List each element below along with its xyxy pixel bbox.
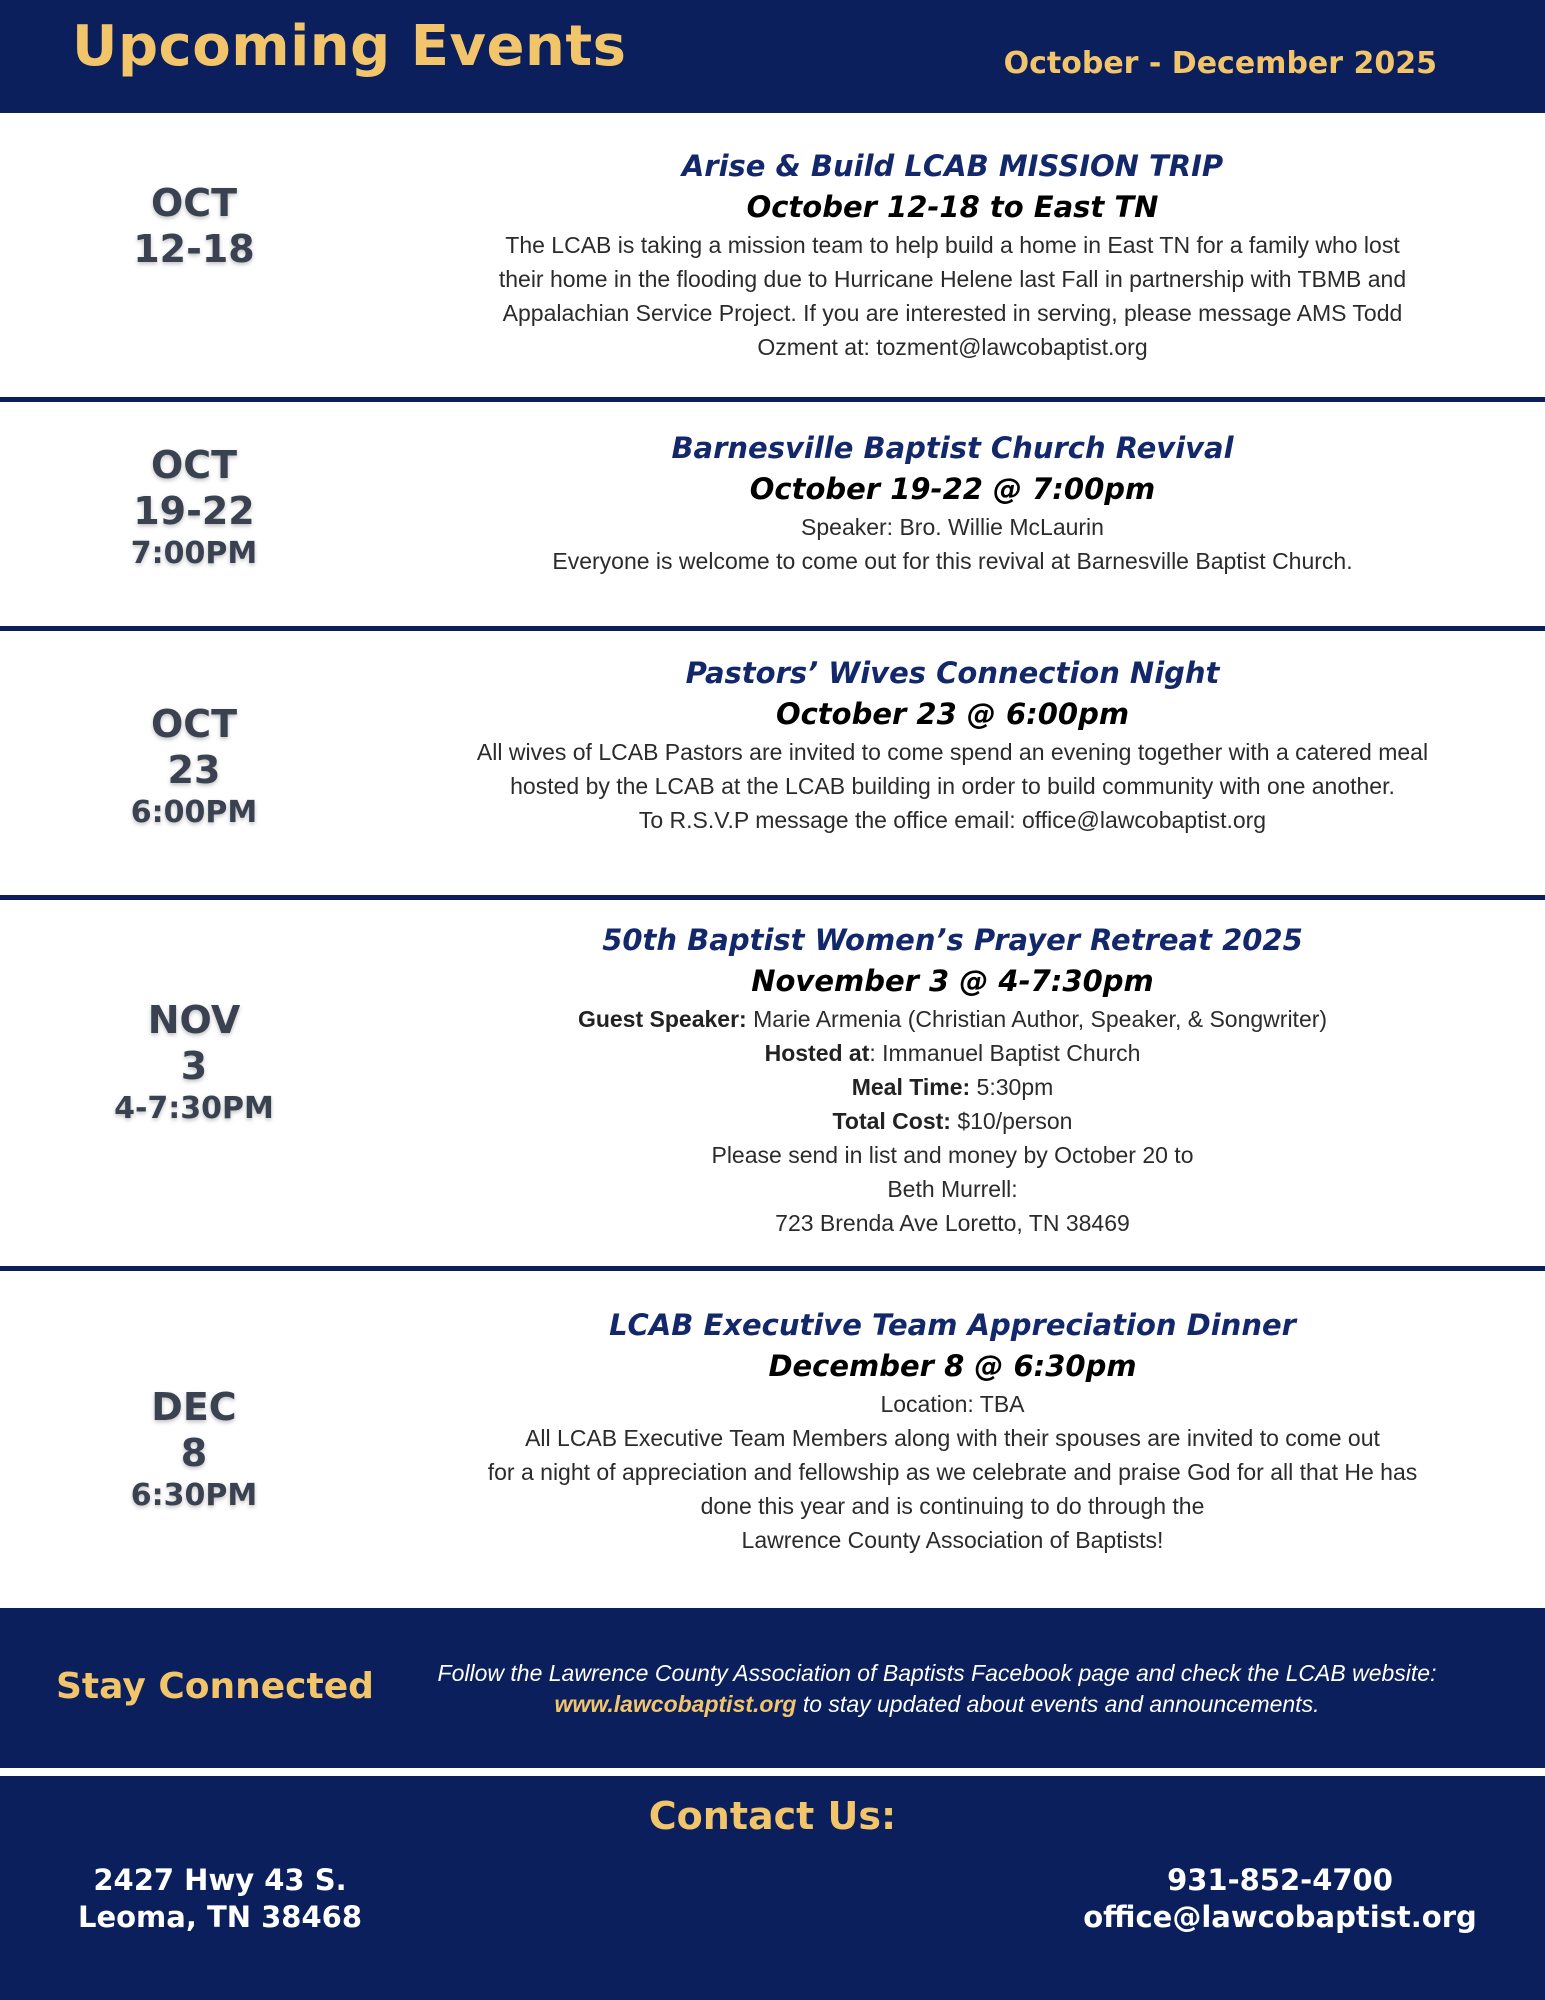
event-line: Ozment at: tozment@lawcobaptist.org <box>757 334 1148 360</box>
event-date <box>0 701 388 833</box>
event-date-time: 6:00PM <box>130 795 258 830</box>
event-date-time: 4-7:30PM <box>114 1091 274 1126</box>
event-date-days: 19-22 <box>133 489 255 533</box>
detail-total-cost <box>405 1104 1500 1138</box>
event-line: Lawrence County Association of Baptists! <box>741 1527 1164 1553</box>
detail-label: Meal Time: <box>851 1074 971 1100</box>
event-line: for a night of appreciation and fellowship as we celebrate and praise God for all that He has <box>487 1459 1418 1485</box>
detail-hosted-at <box>405 1036 1500 1070</box>
event-line: All wives of LCAB Pastors are invited to come spend an evening together with a catered meal <box>476 739 1429 765</box>
event-subtitle: October 12-18 to East TN <box>746 190 1159 224</box>
event-line: Please send in list and money by October 20 to <box>711 1142 1194 1168</box>
event-details <box>405 146 1500 364</box>
event-details <box>405 1305 1500 1557</box>
event-subtitle: October 23 @ 6:00pm <box>775 697 1130 731</box>
event-line: Appalachian Service Project. If you are interested in serving, please message AMS Todd <box>502 300 1403 326</box>
event-details <box>405 428 1500 578</box>
event-title: LCAB Executive Team Appreciation Dinner <box>609 1308 1296 1342</box>
event-date-days: 12-18 <box>133 227 255 271</box>
contact-address <box>60 1862 380 1936</box>
event-date <box>0 180 388 272</box>
detail-value: 5:30pm <box>970 1074 1054 1100</box>
detail-label: Hosted at <box>764 1040 870 1066</box>
stay-connected-banner <box>0 1608 1545 1768</box>
stay-connected-label: Stay Connected <box>56 1666 374 1707</box>
date-range: October - December 2025 <box>1003 46 1437 81</box>
address-line-2: Leoma, TN 38468 <box>77 1900 362 1934</box>
event-prayer-retreat <box>0 900 1545 1266</box>
event-date-month: OCT <box>150 181 238 225</box>
detail-guest-speaker <box>405 1002 1500 1036</box>
event-description <box>405 510 1500 578</box>
detail-value: : Immanuel Baptist Church <box>869 1040 1141 1066</box>
event-date-time: 7:00PM <box>130 536 258 571</box>
address-line-1: 2427 Hwy 43 S. <box>93 1863 347 1897</box>
contact-phone[interactable]: 931-852-4700 <box>1167 1863 1393 1897</box>
event-appreciation-dinner <box>0 1271 1545 1606</box>
event-line: their home in the flooding due to Hurricane Helene last Fall in partnership with TBMB and <box>498 266 1407 292</box>
event-date <box>0 1384 388 1516</box>
event-mission-trip <box>0 113 1545 398</box>
stay-connected-suffix: to stay updated about events and announcements. <box>796 1691 1320 1717</box>
event-line: The LCAB is taking a mission team to help build a home in East TN for a family who lost <box>505 232 1400 258</box>
event-date <box>0 442 388 574</box>
event-line: done this year and is continuing to do through the <box>700 1493 1205 1519</box>
detail-label: Total Cost: <box>832 1108 951 1134</box>
event-line: hosted by the LCAB at the LCAB building in order to build community with one another. <box>510 773 1395 799</box>
stay-connected-line-2 <box>372 1689 1502 1720</box>
event-details <box>405 653 1500 837</box>
event-date-month: OCT <box>150 702 238 746</box>
stay-connected-text <box>372 1658 1502 1720</box>
detail-label: Guest Speaker: <box>577 1006 747 1032</box>
event-description <box>405 1387 1500 1557</box>
event-date <box>0 997 388 1129</box>
detail-meal-time <box>405 1070 1500 1104</box>
event-line: Location: TBA <box>880 1391 1025 1417</box>
contact-section <box>0 1776 1545 2000</box>
event-date-time: 6:30PM <box>130 1478 258 1513</box>
event-details <box>405 920 1500 1240</box>
event-description <box>405 1002 1500 1240</box>
event-title: 50th Baptist Women’s Prayer Retreat 2025 <box>602 923 1303 957</box>
page-title: Upcoming Events <box>72 14 627 79</box>
event-date-days: 8 <box>180 1431 208 1475</box>
event-date-days: 23 <box>167 748 221 792</box>
event-date-month: NOV <box>147 998 241 1042</box>
event-title: Pastors’ Wives Connection Night <box>685 656 1220 690</box>
website-link[interactable]: www.lawcobaptist.org <box>554 1691 797 1717</box>
event-line: All LCAB Executive Team Members along with their spouses are invited to come out <box>525 1425 1380 1451</box>
event-line: Beth Murrell: <box>887 1176 1018 1202</box>
event-line: 723 Brenda Ave Loretto, TN 38469 <box>775 1210 1130 1236</box>
event-subtitle: October 19-22 @ 7:00pm <box>749 472 1156 506</box>
contact-email[interactable]: office@lawcobaptist.org <box>1083 1900 1477 1934</box>
event-subtitle: December 8 @ 6:30pm <box>768 1349 1137 1383</box>
event-line: Everyone is welcome to come out for this revival at Barnesville Baptist Church. <box>552 548 1353 574</box>
contact-title: Contact Us: <box>648 1794 897 1838</box>
event-title: Barnesville Baptist Church Revival <box>671 431 1234 465</box>
stay-connected-line: Follow the Lawrence County Association of Baptists Facebook page and check the LCAB website: <box>437 1660 1437 1686</box>
event-line: To R.S.V.P message the office email: office@lawcobaptist.org <box>638 807 1267 833</box>
event-description <box>405 228 1500 364</box>
event-line: Speaker: Bro. Willie McLaurin <box>801 514 1104 540</box>
contact-phone-email <box>1060 1862 1500 1936</box>
header-banner <box>0 0 1545 113</box>
event-date-month: OCT <box>150 443 238 487</box>
event-title: Arise & Build LCAB MISSION TRIP <box>681 149 1224 183</box>
event-revival <box>0 402 1545 625</box>
detail-value: Marie Armenia (Christian Author, Speaker, & Songwriter) <box>746 1006 1328 1032</box>
event-subtitle: November 3 @ 4-7:30pm <box>751 964 1154 998</box>
event-description <box>405 735 1500 837</box>
event-pastors-wives <box>0 631 1545 895</box>
event-date-month: DEC <box>151 1385 237 1429</box>
detail-value: $10/person <box>950 1108 1073 1134</box>
event-date-days: 3 <box>180 1044 208 1088</box>
